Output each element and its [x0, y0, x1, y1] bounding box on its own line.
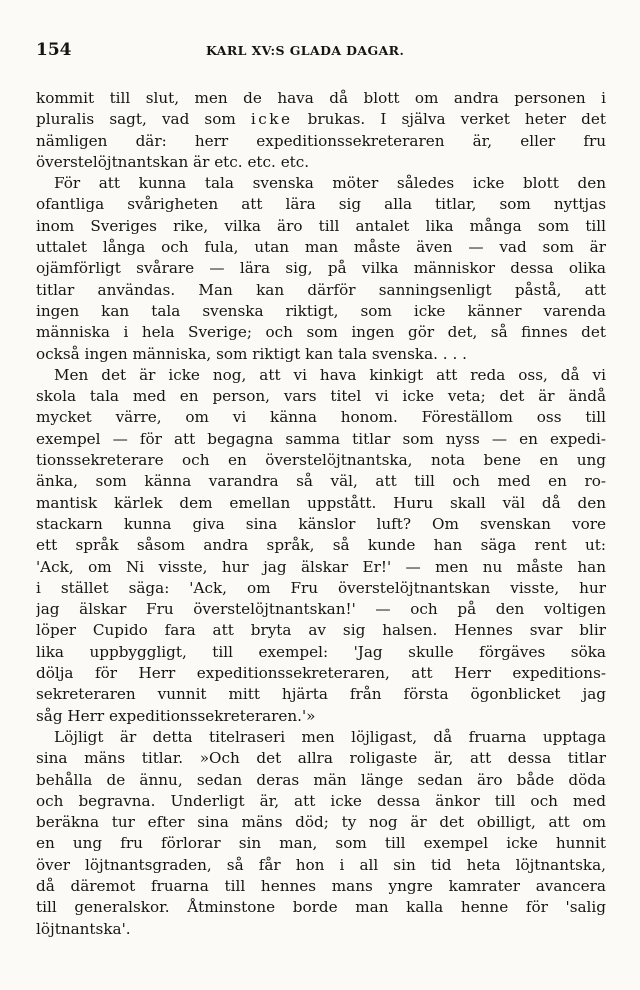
text-line: uttalet långa och fula, utan man måste även — vad som är: [36, 238, 606, 257]
text-line: till generalskor. Åtminstone borde man kalla henne för 'salig: [36, 898, 606, 917]
text-line: tionssekreterare och en överstelöjtnantska, nota bene en ung: [36, 451, 606, 470]
text-line: en ung fru förlorar sin man, som till exempel icke hunnit: [36, 834, 606, 853]
text-line: ett språk såsom andra språk, så kunde han säga rent ut:: [36, 536, 606, 555]
text-line: över löjtnantsgraden, så får hon i all sin tid heta löjtnantska,: [36, 855, 606, 874]
text-line: stackarn kunna giva sina känslor luft? Om svenskan vore: [36, 514, 606, 533]
text-line: sina mäns titlar. »Och det allra roligaste är, att dessa titlar: [36, 749, 606, 768]
text-line: ingen kan tala svenska riktigt, som icke känner varenda: [36, 301, 606, 320]
text-line: titlar användas. Man kan därför sanningsenligt påstå, att: [36, 280, 606, 299]
text-line: mycket värre, om vi känna honom. Föreställom oss till: [36, 408, 606, 427]
text-line: lika uppbyggligt, till exempel: 'Jag skulle förgäves söka: [36, 642, 606, 661]
text-line: sekreteraren vunnit mitt hjärta från första ögonblicket jag: [36, 685, 606, 704]
text-line: jag älskar Fru överstelöjtnantskan!' — och på den voltigen: [36, 600, 606, 619]
text-line: Löjligt är detta titelraseri men löjligast, då fruarna upptaga: [54, 727, 606, 746]
text-line: överstelöjtnantskan är etc. etc. etc.: [36, 152, 310, 171]
text-line: nämligen där: herr expeditionssekreteraren är, eller fru: [36, 131, 606, 150]
page-number: 154: [36, 40, 72, 60]
text-line: Men det är icke nog, att vi hava kinkigt att reda oss, då vi: [54, 365, 606, 384]
text-line: människa i hela Sverige; och som ingen gör det, så finnes det: [36, 323, 606, 342]
text-line: dölja för Herr expeditionssekreteraren, att Herr expeditions-: [36, 664, 606, 683]
text-line: behålla de ännu, sedan deras män länge sedan äro både döda: [36, 770, 606, 789]
body-text: [36, 88, 606, 940]
text-line: beräkna tur efter sina mäns död; ty nog är det obilligt, att om: [36, 813, 606, 832]
text-line: löper Cupido fara att bryta av sig halsen. Hennes svar blir: [36, 621, 606, 640]
text-line: pluralis sagt, vad som icke brukas. I själva verket heter det: [36, 110, 606, 129]
text-line: ofantliga svårigheten att lära sig alla titlar, som nyttjas: [36, 195, 606, 214]
text-line: För att kunna tala svenska möter således icke blott den: [54, 174, 606, 193]
text-line: inom Sveriges rike, vilka äro till antalet lika många som till: [36, 216, 606, 235]
text-line: ojämförligt svårare — lära sig, på vilka människor dessa olika: [36, 259, 606, 278]
text-line: också ingen människa, som riktigt kan tala svenska. . . .: [36, 344, 467, 363]
text-line: såg Herr expeditionssekreteraren.'»: [36, 706, 316, 725]
page-header: [36, 40, 606, 64]
text-line: exempel — för att begagna samma titlar som nyss — en expedi-: [36, 429, 606, 448]
text-line: löjtnantska'.: [36, 919, 131, 938]
text-line: och begravna. Underligt är, att icke dessa änkor till och med: [36, 791, 606, 810]
text-line: i stället säga: 'Ack, om Fru överstelöjtnantskan visste, hur: [36, 578, 606, 597]
text-line: änka, som känna varandra så väl, att till och med en ro-: [36, 472, 606, 491]
text-line: 'Ack, om Ni visste, hur jag älskar Er!' — men nu måste han: [36, 557, 606, 576]
text-line: kommit till slut, men de hava då blott om andra personen i: [36, 89, 606, 107]
text-line: skola tala med en person, vars titel vi icke veta; det är ändå: [36, 387, 606, 406]
text-line: mantisk kärlek dem emellan uppstått. Huru skall väl då den: [36, 493, 606, 512]
running-title: KARL XV:S GLADA DAGAR.: [206, 43, 405, 58]
text-line: då däremot fruarna till hennes mans yngre kamrater avancera: [36, 876, 606, 895]
